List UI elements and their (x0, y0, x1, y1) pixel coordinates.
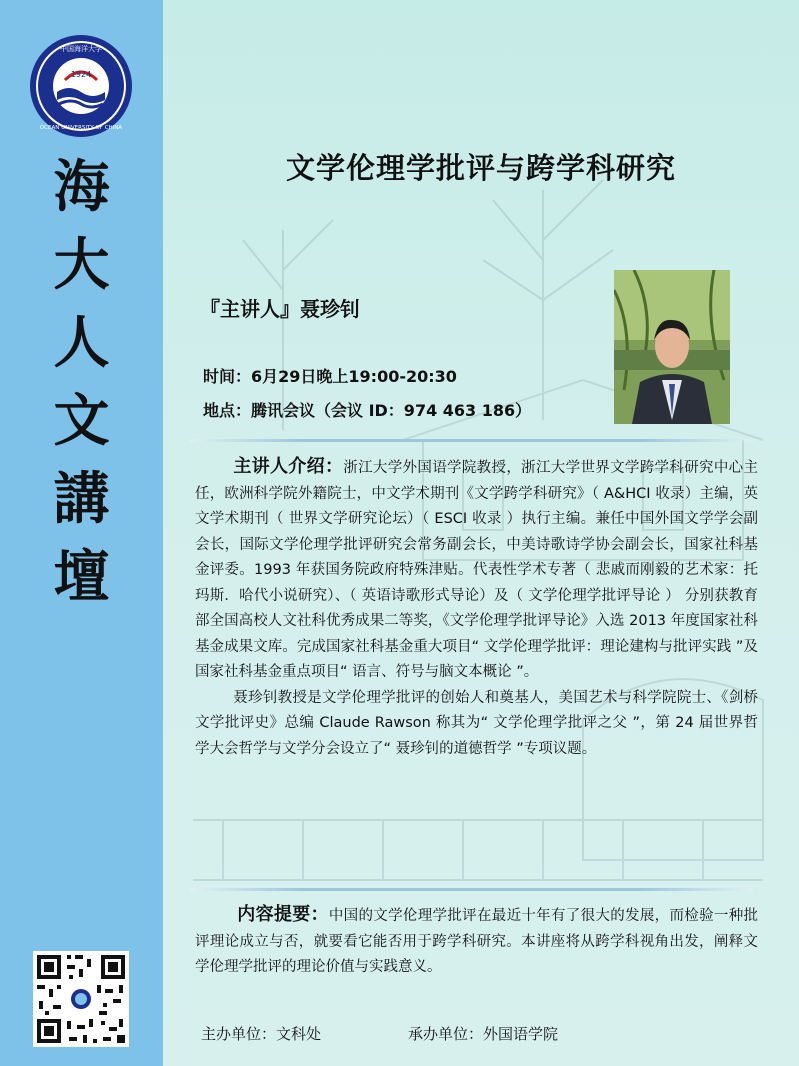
lecture-time: 时间：6月29日晚上19:00-20:30 (203, 367, 457, 386)
qr-code (33, 951, 129, 1047)
speaker-label: 『主讲人』 (200, 297, 300, 321)
lecture-title: 文学伦理学批评与跨学科研究 (285, 151, 676, 185)
series-title-char: 文 (53, 388, 110, 454)
speaker-line (200, 293, 360, 322)
logo-en-text: OCEAN UNIVERSITY OF CHINA (39, 125, 123, 131)
series-title-char: 大 (53, 232, 110, 298)
vertical-series-title (0, 148, 163, 616)
summary-heading: 内容提要： (237, 904, 329, 925)
section-divider (190, 439, 753, 442)
organizer-unit: 承办单位：外国语学院 (408, 1025, 559, 1043)
speaker-name: 聂珍钊 (300, 297, 360, 321)
series-title-char: 講 (53, 466, 110, 532)
summary-text: 中国的文学伦理学批评在最近十年有了很大的发展，而检验一种批评理论成立与否，就要看它能否用于跨学科研究。本讲座将从跨学科视角出发，阐释文学伦理学批评的理论价值与实践意义。 (195, 908, 759, 975)
series-title-char: 壇 (53, 544, 110, 610)
section-divider (190, 888, 753, 891)
university-logo (29, 34, 133, 138)
logo-year: 1924 (70, 70, 92, 79)
speaker-photo (614, 270, 730, 424)
content-summary (195, 902, 758, 981)
speaker-portrait-image (614, 270, 730, 424)
intro-heading: 主讲人介绍： (233, 456, 344, 477)
logo-cn-text: 中国海洋大学 (60, 45, 102, 53)
speaker-intro (195, 454, 758, 762)
intro-text-2: 聂珍钊教授是文学伦理学批评的创始人和奠基人，美国艺术与科学院院士、《剑桥文学批评史》总编 Claude Rawson 称其为“ 文学伦理学批评之父 ”，第 24 届世界哲学大会哲学与文学分会设立了“ 聂珍钊的道德哲学 ”专项议题。 (195, 689, 758, 757)
intro-text: 浙江大学外国语学院教授，浙江大学世界文学跨学科研究中心主任，欧洲科学院外籍院士，中文学术期刊《文学跨学科研究》（ A&HCI 收录）主编，英文学术期刊（ 世界文学研究论坛）（ ESCI 收录 ）执行主编。兼任中国外国文学学会副会长，国际文学伦理学批评研究会常务副会长，中美诗歌诗学协会副会长，国家社科基金评委。1993 年获国务院政府特殊津贴。代表性学术专著（ 悲戚而刚毅的艺术家：托玛斯．哈代小说研究）、（ 英语诗歌形式导论）及（ 文学伦理学批评导论 ） 分别获教育部全国高校人文社科优秀成果二等奖，《文学伦理学批评导论》入选 2013 年度国家社科基金成果文库。完成国家社科基金重大项目“ 文学伦理学批评：理论建构与批评实践 ”及国家社科基金重点项目“ 语言、符号与脑文本概论 ”。 (195, 460, 758, 680)
series-title-char: 人 (53, 310, 110, 376)
lecture-location: 地点：腾讯会议（会议 ID：974 463 186） (203, 401, 532, 420)
series-title-char: 海 (53, 154, 110, 220)
host-unit: 主办单位：文科处 (201, 1025, 322, 1043)
